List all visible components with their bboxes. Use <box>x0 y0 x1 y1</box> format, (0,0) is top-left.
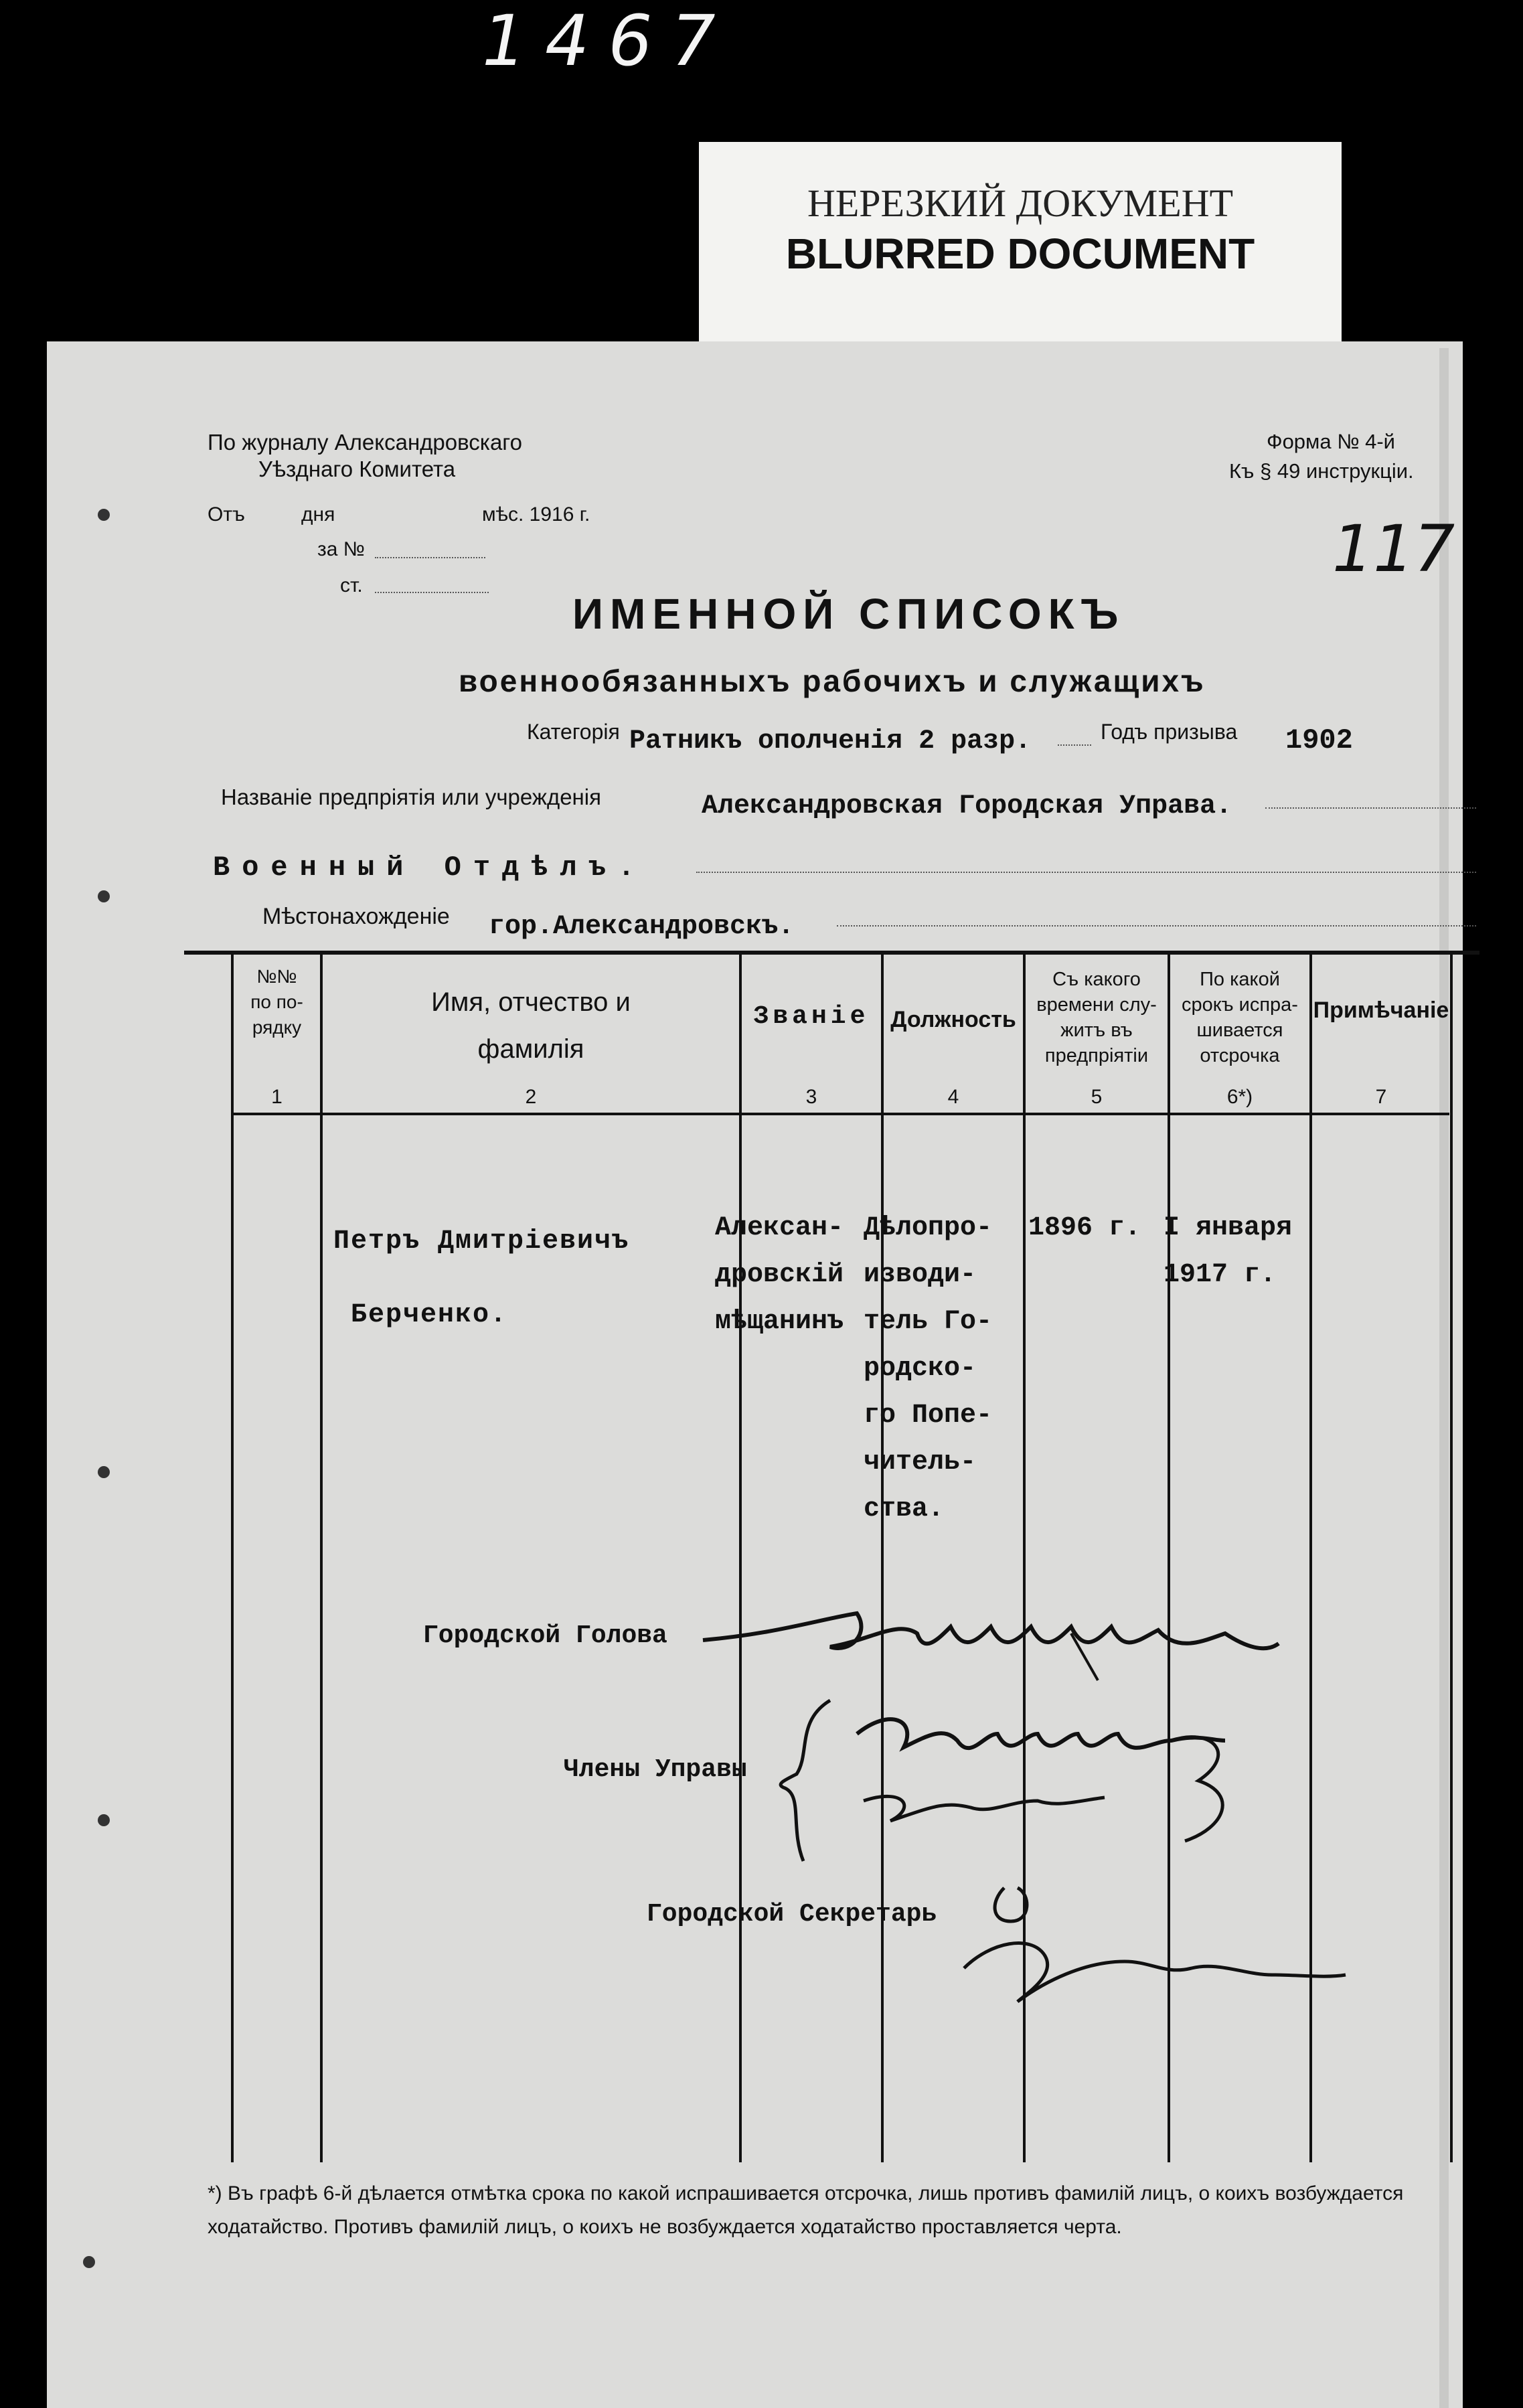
location-blank <box>837 925 1476 927</box>
za-number-label: за № <box>317 538 365 560</box>
mayor-label: Городской Голова <box>423 1621 667 1650</box>
secretary-signature <box>951 1874 1352 2008</box>
col-header-rank: Званіе <box>753 1002 870 1031</box>
binding-hole <box>98 1814 110 1826</box>
binding-hole <box>98 890 110 902</box>
za-number-blank <box>375 557 485 558</box>
row-since: 1896 г. <box>1028 1213 1141 1243</box>
col-header-deferral: По какой срокъ испра- шивается отсрочка <box>1182 969 1298 1066</box>
category-blank <box>1058 744 1091 746</box>
col-header-since: Съ какого времени слу- житъ въ предпріятіи <box>1036 969 1157 1066</box>
date-dnya: дня <box>301 503 335 526</box>
date-ot: Отъ <box>208 503 245 526</box>
enterprise-blank <box>1265 807 1476 809</box>
category-value: Ратникъ ополченія 2 разр. <box>629 726 1032 756</box>
stamp-line-en: BLURRED DOCUMENT <box>785 230 1255 278</box>
category-label: Категорія <box>527 720 620 744</box>
date-month-year: мѣс. 1916 г. <box>482 503 590 526</box>
form-number: Форма № 4-й <box>1267 430 1395 453</box>
binding-hole <box>98 1466 110 1478</box>
document-subtitle: военнообязанныхъ рабочихъ и служащихъ <box>459 663 1206 698</box>
form-instruction: Къ § 49 инструкціи. <box>1229 459 1414 483</box>
row-position: Дѣлопро- изводи- тель Го- родско- го Попе- читель- ства. <box>864 1213 993 1524</box>
col-header-name: Имя, отчество и фамилія <box>431 987 631 1064</box>
blurred-document-stamp <box>699 142 1342 343</box>
col-divider <box>231 954 234 2162</box>
department-blank <box>696 872 1476 873</box>
journal-line-2: Уѣзднаго Комитета <box>258 457 456 481</box>
members-signatures <box>770 1694 1292 1868</box>
binding-hole <box>83 2256 95 2268</box>
stamp-line-ru: НЕРЕЗКИЙ ДОКУМЕНТ <box>807 181 1234 225</box>
st-blank <box>375 592 489 593</box>
col-number-2: 2 <box>525 1086 537 1108</box>
year-value: 1902 <box>1285 724 1353 756</box>
location-label: Мѣстонахожденіе <box>262 904 450 929</box>
col-divider <box>739 954 742 2162</box>
document-title: ИМЕННОЙ СПИСОКЪ <box>572 590 1125 638</box>
col-divider <box>881 954 884 2162</box>
col-number-1: 1 <box>271 1086 283 1108</box>
enterprise-value: Александровская Городская Управа. <box>702 791 1232 821</box>
secretary-label: Городской Секретарь <box>647 1900 937 1929</box>
document-sheet <box>47 341 1463 2408</box>
st-label: ст. <box>340 574 363 596</box>
department-value: Военный Отдѣлъ. <box>213 852 647 884</box>
page-number-handwritten: 117 <box>1332 511 1455 586</box>
col-number-4: 4 <box>947 1086 959 1108</box>
col-number-3: 3 <box>805 1086 817 1108</box>
col-header-notes: Примѣчаніе <box>1313 997 1449 1023</box>
sheet-edge <box>1439 348 1449 2408</box>
col-divider <box>1450 954 1453 2162</box>
table-top-rule <box>184 951 1479 955</box>
col-divider <box>320 954 323 2162</box>
frame-number: 1467 <box>482 0 734 82</box>
binding-hole <box>98 509 110 521</box>
col-header-position: Должность <box>890 1007 1016 1032</box>
col-number-7: 7 <box>1375 1086 1387 1108</box>
location-value: гор.Александровскъ. <box>489 912 795 942</box>
members-label: Члены Управы <box>564 1755 747 1784</box>
col-number-5: 5 <box>1091 1086 1103 1108</box>
year-label: Годъ призыва <box>1101 720 1238 744</box>
row-deferral: I января 1917 г. <box>1164 1213 1293 1290</box>
journal-line-1: По журналу Александровскаго <box>208 430 522 455</box>
col-number-6: 6*) <box>1226 1086 1253 1108</box>
footnote: *) Въ графѣ 6-й дѣлается отмѣтка срока по какой испрашивается отсрочка, лишь противъ фамилій лицъ, о коихъ возбуждается ходатайство. Противъ фамилій лицъ, о коихъ не возбуждается ходатайство проставляется черта. <box>208 2182 1404 2238</box>
row-name: Петръ Дмитріевичъ Берченко. <box>333 1226 630 1330</box>
table-header-rule <box>231 1113 1449 1115</box>
row-rank: Алексан- дровскій мѣщанинъ <box>715 1213 844 1337</box>
mayor-signature <box>696 1593 1285 1687</box>
col-header-number: №№ по по- рядку <box>250 966 303 1038</box>
enterprise-label: Названіе предпріятія или учрежденія <box>221 785 601 809</box>
